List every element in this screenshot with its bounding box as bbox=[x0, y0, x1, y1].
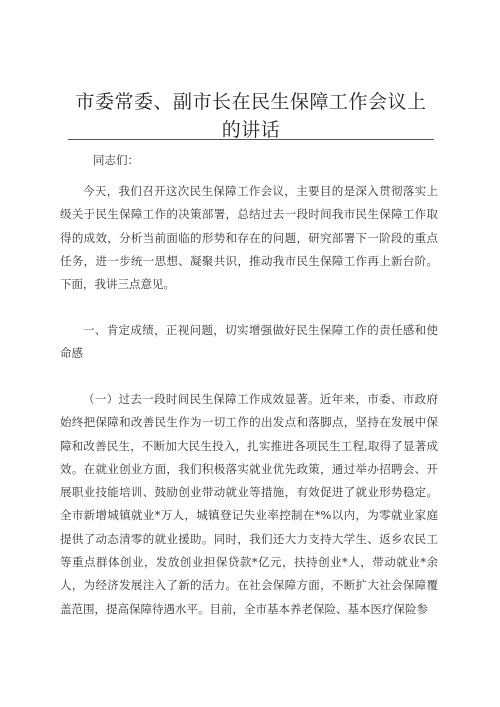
section-heading-1 bbox=[60, 319, 438, 366]
section-heading-text: 一、肯定成绩，正视问题，切实增强做好民生保障工作的责任感和使命感 bbox=[60, 323, 438, 361]
document-title: 市委常委、副市长在民生保障工作会议上的讲话 bbox=[75, 91, 427, 141]
paragraph-intro bbox=[60, 180, 438, 296]
paragraph-text: 今天，我们召开这次民生保障工作会议，主要目的是深入贯彻落实上级关于民生保障工作的决策部署，总结过去一段时间我市民生保障工作取得的成效，分析当前面临的形势和存在的问题，研究部署下一阶段的重点任务，进一步统一思想、凝聚共识，推动我市民生保障工作再上新台阶。下面，我讲三点意见。 bbox=[60, 184, 438, 292]
paragraph-achievements bbox=[60, 388, 438, 621]
title-divider bbox=[68, 139, 434, 140]
paragraph-text: （一）过去一段时间民生保障工作成效显著。近年来，市委、市政府始终把保障和改善民生作为一切工作的出发点和落脚点，坚持在发展中保障和改善民生，不断加大民生投入，扎实推进各项民生工程,取得了显著成效。在就业创业方面，我们积极落实就业优先政策，通过举办招聘会、开展职业技能培训、鼓励创业带动就业等措施，有效促进了就业形势稳定。全市新增城镇就业*万人，城镇登记失业率控制在*%以内，为零就业家庭提供了动态清零的就业援助。同时，我们还大力支持大学生、返乡农民工等重点群体创业，发放创业担保贷款*亿元，扶持创业*人，带动就业*余人，为经济发展注入了新的活力。在社会保障方面，不断扩大社会保障覆盖范围，提高保障待遇水平。目前，全市基本养老保险、基本医疗保险参 bbox=[60, 392, 438, 616]
salutation: 同志们： bbox=[93, 153, 139, 167]
